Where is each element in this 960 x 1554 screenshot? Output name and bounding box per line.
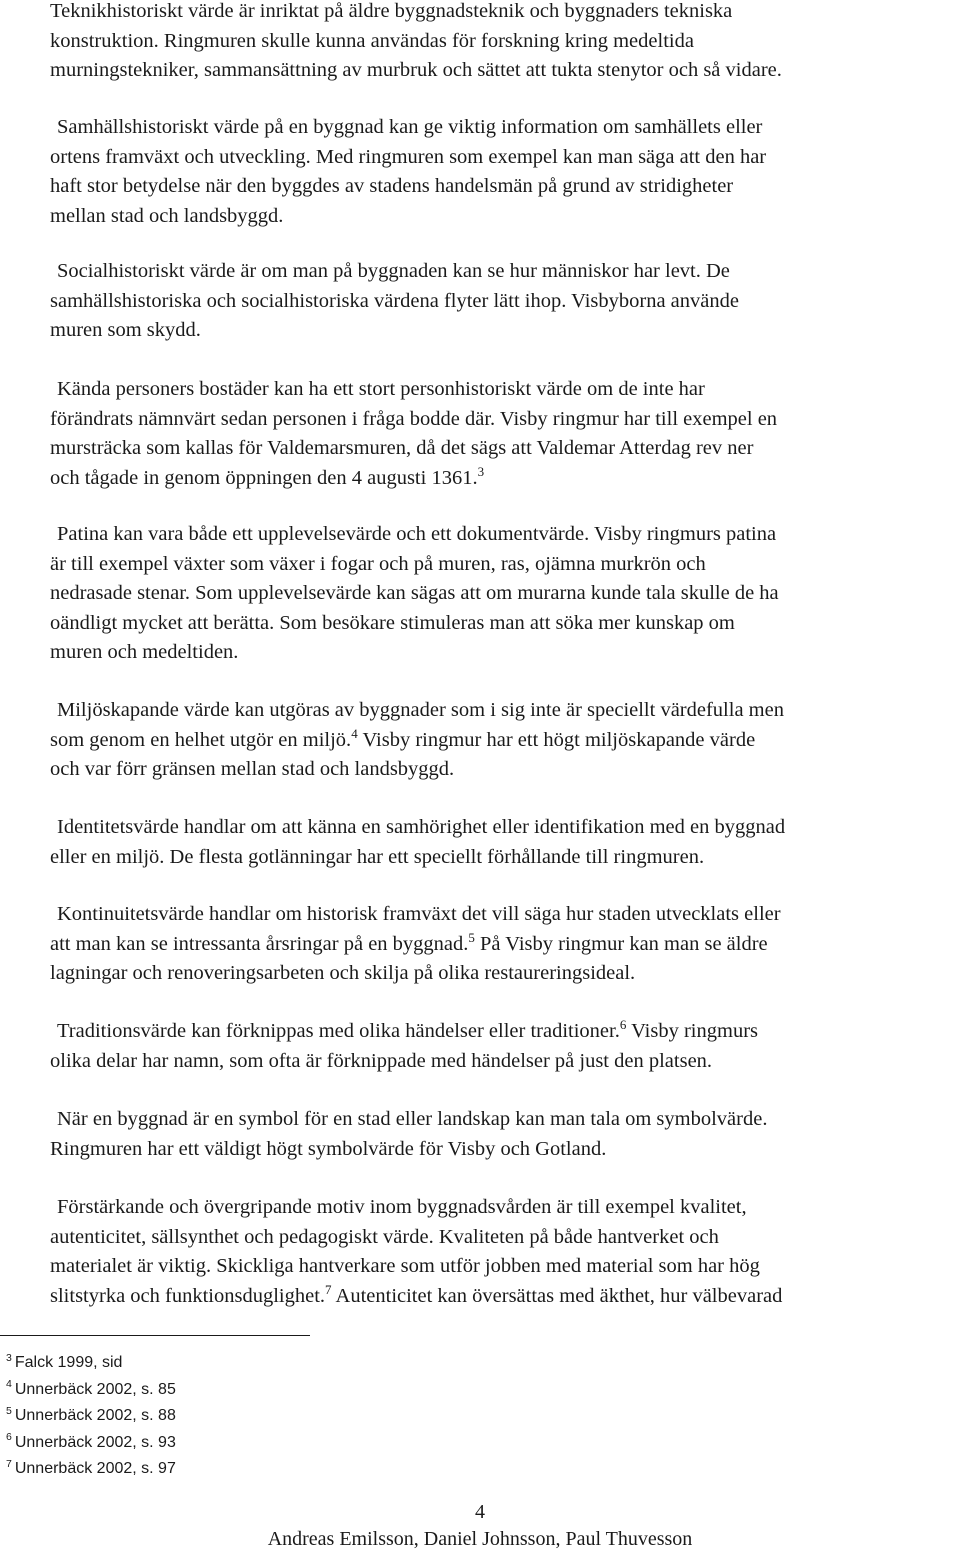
text-line: materialet är viktig. Skickliga hantverkare som utför jobben med material som har hög	[50, 1255, 760, 1278]
text-line: Socialhistoriskt värde är om man på byggnaden kan se hur människor har levt. De	[57, 260, 730, 282]
footnote-ref: 7	[325, 1281, 332, 1297]
text-line: Förstärkande och övergripande motiv inom byggnadsvården är till exempel kvalitet,	[57, 1196, 747, 1218]
text-line: nedrasade stenar. Som upplevelsevärde kan sägas att om murarna kunde tala skulle de ha	[50, 582, 779, 605]
text-segment: som genom en helhet utgör en miljö.	[50, 728, 352, 751]
footnote-ref: 5	[468, 929, 475, 945]
text-line: murningstekniker, sammansättning av murbruk och sättet att tukta stenytor och så vidare.	[50, 59, 782, 82]
page-number: 4	[475, 1501, 485, 1523]
text-line: förändrats nämnvärt sedan personen i fråga bodde där. Visby ringmur har till exempel en	[50, 407, 778, 430]
text-line: autenticitet, sällsynthet och pedagogiskt värde. Kvaliteten på både hantverket och	[50, 1225, 719, 1248]
footnote-text: Unnerbäck 2002, s. 85	[14, 1380, 176, 1398]
text-line: oändligt mycket att berätta. Som besökare stimuleras man att söka mer kunskap om	[50, 611, 735, 634]
text-line: samhällshistoriska och socialhistoriska värdena flyter lätt ihop. Visbyborna använde	[50, 289, 739, 312]
text-line	[50, 1017, 958, 1047]
footnote-ref: 4	[351, 725, 358, 741]
footnote-text: Falck 1999, sid	[14, 1354, 123, 1371]
text-line: lagningar och renoveringsarbeten och skilja på olika restaureringsideal.	[50, 962, 636, 985]
footnote-ref: 3	[477, 463, 485, 479]
text-line: När en byggnad är en symbol för en stad eller landskap kan man tala om symbolvärde.	[57, 1108, 768, 1130]
footnote-text: Unnerbäck 2002, s. 88	[14, 1407, 176, 1425]
footnote-number: 3	[6, 1351, 12, 1364]
footnote-number: 5	[6, 1404, 12, 1417]
text-line: mellan stad och landsbyggd.	[50, 204, 284, 227]
text-line: konstruktion. Ringmuren skulle kunna användas för forskning kring medeltida	[50, 29, 694, 52]
text-line: olika delar har namn, som ofta är förknippade med händelser på just den platsen.	[50, 1049, 713, 1072]
footnote	[6, 1403, 176, 1430]
paragraph-social-history	[50, 113, 958, 231]
paragraph-personal-history	[50, 375, 958, 493]
paragraph-socialhistorical-value	[50, 257, 958, 346]
text-line: muren som skydd.	[50, 319, 201, 342]
text-line	[50, 464, 958, 494]
paragraph-environmental-value	[50, 696, 958, 785]
text-segment: Visby ringmur har ett högt miljöskapande värde	[357, 728, 756, 751]
text-segment: att man kan se intressanta årsringar på en byggnad.	[50, 932, 469, 955]
text-line: ortens framväxt och utveckling. Med ringmuren som exempel kan man säga att den har	[50, 145, 767, 168]
text-segment: Traditionsvärde kan förknippas med olika händelser eller traditioner.	[57, 1020, 620, 1042]
paragraph-technical-history	[50, 0, 958, 86]
footnote-text: Unnerbäck 2002, s. 97	[14, 1460, 176, 1478]
text-segment: Visby ringmurs	[626, 1020, 758, 1042]
text-line	[50, 930, 958, 960]
text-line: är till exempel växter som växer i fogar och på muren, ras, ojämna murkrön och	[50, 552, 706, 575]
paragraph-symbol-value	[50, 1105, 958, 1164]
text-segment: På Visby ringmur kan man se äldre	[474, 932, 768, 955]
paragraph-identity-value	[50, 813, 958, 872]
paragraph-tradition-value	[50, 1017, 958, 1076]
paragraph-continuity-value	[50, 900, 958, 989]
text-line: Kända personers bostäder kan ha ett stort personhistoriskt värde om de inte har	[57, 378, 705, 400]
text-line: Identitetsvärde handlar om att känna en samhörighet eller identifikation med en byggnad	[57, 816, 786, 838]
text-line: haft stor betydelse när den byggdes av stadens handelsmän på grund av stridigheter	[50, 175, 734, 198]
footnote-divider	[0, 1335, 310, 1336]
footnotes	[6, 1350, 176, 1483]
footnote	[6, 1456, 176, 1483]
footnote-number: 4	[6, 1378, 12, 1391]
text-line	[50, 726, 958, 756]
footer-authors: Andreas Emilsson, Daniel Johnsson, Paul Thuvesson	[267, 1528, 693, 1550]
text-segment: slitstyrka och funktionsduglighet.	[50, 1284, 326, 1307]
footnote	[6, 1350, 176, 1377]
text-segment: Autenticitet kan översättas med äkthet, hur välbevarad	[331, 1284, 783, 1307]
footnote-number: 7	[6, 1458, 12, 1471]
paragraph-reinforcing-motives	[50, 1193, 958, 1311]
footnote-number: 6	[6, 1431, 12, 1444]
text-line: Kontinuitetsvärde handlar om historisk framväxt det vill säga hur staden utvecklats eller	[57, 903, 781, 925]
text-line	[50, 1282, 958, 1312]
text-segment: och tågade in genom öppningen den 4 augusti 1361.	[50, 466, 478, 489]
text-line: Teknikhistoriskt värde är inriktat på äldre byggnadsteknik och byggnaders tekniska	[50, 0, 733, 22]
text-line: eller en miljö. De flesta gotlänningar har ett speciellt förhållande till ringmuren.	[50, 845, 705, 868]
text-line: mursträcka som kallas för Valdemarsmuren, då det sägs att Valdemar Atterdag rev ner	[50, 437, 754, 460]
paragraph-patina	[50, 520, 958, 668]
text-line: Miljöskapande värde kan utgöras av byggnader som i sig inte är speciellt värdefulla men	[57, 699, 784, 721]
footnote-ref: 6	[619, 1017, 627, 1033]
text-line: Samhällshistoriskt värde på en byggnad kan ge viktig information om samhällets eller	[57, 116, 763, 138]
text-line: muren och medeltiden.	[50, 641, 239, 664]
text-line: och var förr gränsen mellan stad och landsbyggd.	[50, 758, 455, 781]
footnote	[6, 1377, 176, 1404]
footnote	[6, 1430, 176, 1457]
text-line: Patina kan vara både ett upplevelsevärde och ett dokumentvärde. Visby ringmurs patina	[57, 523, 777, 545]
footnote-text: Unnerbäck 2002, s. 93	[14, 1433, 176, 1451]
text-line: Ringmuren har ett väldigt högt symbolvärde för Visby och Gotland.	[50, 1137, 607, 1160]
